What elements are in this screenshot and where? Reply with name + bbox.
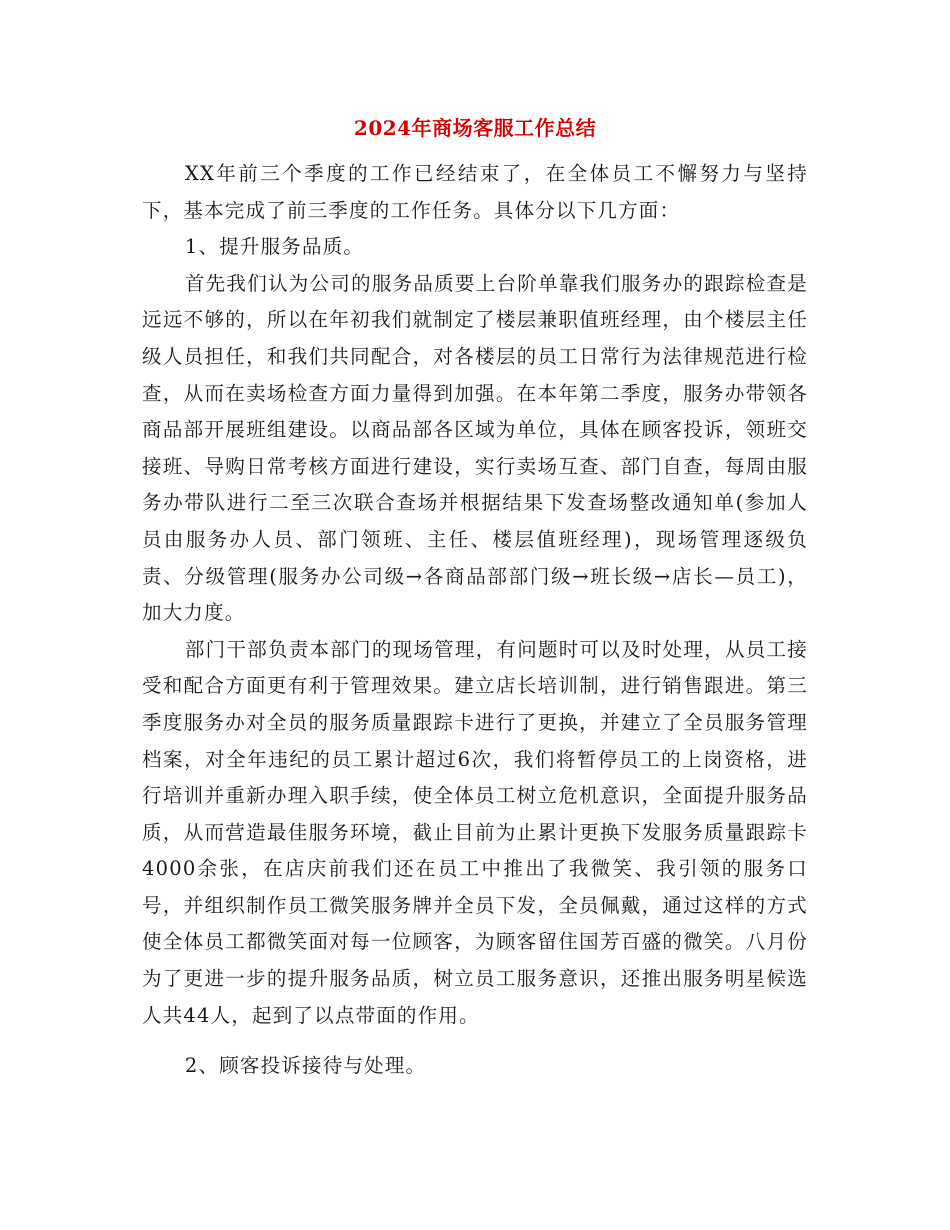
intro-paragraph: XX年前三个季度的工作已经结束了，在全体员工不懈努力与坚持下，基本完成了前三季度的工作任务。具体分以下几方面：: [142, 162, 808, 222]
section-heading-1: 1、提升服务品质。: [184, 235, 365, 259]
section-heading-2: 2、顾客投诉接待与处理。: [184, 1054, 427, 1078]
document-body: [142, 156, 808, 1085]
section-1-paragraph-1: 首先我们认为公司的服务品质要上台阶单靠我们服务办的跟踪检查是远远不够的，所以在年初我们就制定了楼层兼职值班经理，由个楼层主任级人员担任，和我们共同配合，对各楼层的员工日常行为法律规范进行检查，从而在卖场检查方面力量得到加强。在本年第二季度，服务办带领各商品部开展班组建设。以商品部各区域为单位，具体在顾客投诉，领班交接班、导购日常考核方面进行建设，实行卖场互查、部门自查，每周由服务办带队进行二至三次联合查场并根据结果下发查场整改通知单(参加人员由服务办人员、部门领班、主任、楼层值班经理)，现场管理逐级负责、分级管理(服务办公司级→各商品部部门级→班长级→店长—员工)，加大力度。: [142, 271, 808, 625]
section-1-paragraph-2: 部门干部负责本部门的现场管理，有问题时可以及时处理，从员工接受和配合方面更有利于管理效果。建立店长培训制，进行销售跟进。第三季度服务办对全员的服务质量跟踪卡进行了更换，并建立了全员服务管理档案，对全年违纪的员工累计超过6次，我们将暂停员工的上岗资格，进行培训并重新办理入职手续，使全体员工树立危机意识，全面提升服务品质，从而营造最佳服务环境，截止目前为止累计更换下发服务质量跟踪卡4000余张，在店庆前我们还在员工中推出了我微笑、我引领的服务口号，并组织制作员工微笑服务牌并全员下发，全员佩戴，通过这样的方式使全体员工都微笑面对每一位顾客，为顾客留住国芳百盛的微笑。八月份为了更进一步的提升服务品质，树立员工服务意识，还推出服务明星候选人共44人，起到了以点带面的作用。: [142, 637, 808, 1027]
document-title: 2024年商场客服工作总结: [353, 116, 597, 140]
